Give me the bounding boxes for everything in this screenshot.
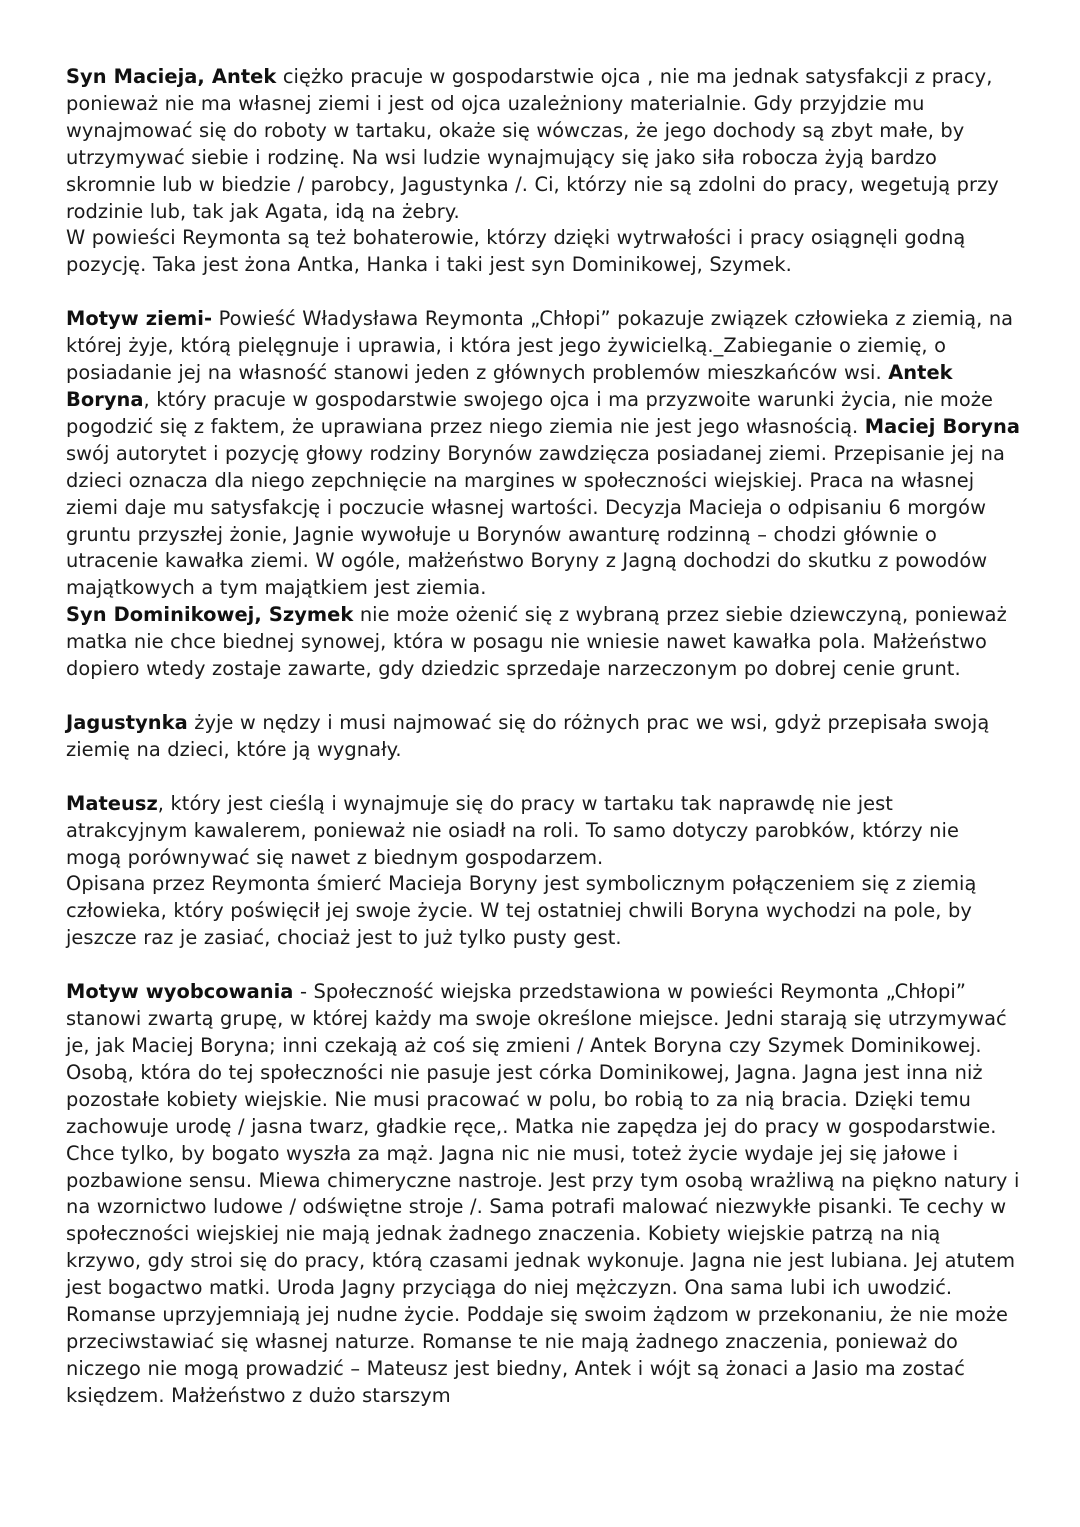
paragraph-text: - Społeczność wiejska przedstawiona w powieści Reymonta „Chłopi” stanowi zwartą grupę, w której każdy ma swoje określone miejsce. Jedni starają się utrzymywać je, jak Maciej Boryna; inni czekają aż coś się zmieni / Antek Boryna czy Szymek Dominikowej. Osobą, która do tej społeczności nie pasuje jest córka Dominikowej, Jagna. Jagna jest inna niż pozostałe kobiety wiejskie. Nie musi pracować w polu, bo robią to za nią bracia. Dzięki temu zachowuje urodę / jasna twarz, gładkie ręce,. Matka nie zapędza jej do pracy w gospodarstwie. Chce tylko, by bogato wyszła za mąż. Jagna nic nie musi, toteż życie wydaje jej się jałowe i pozbawione sensu. Miewa chimeryczne nastroje. Jest przy tym osobą wrażliwą na piękno natury i na wzornictwo ludowe / odświętne stroje /. Sama potrafi malować niezwykłe pisanki. Te cechy w społeczności wiejskiej nie mają jednak żadnego znaczenia. Kobiety wiejskie patrzą na nią krzywo, gdy stroi się do pracy, którą czasami jednak wykonuje. Jagna nie jest lubiana. Jej atutem jest bogactwo matki. Uroda Jagny przyciąga do niej mężczyzn. Ona sama lubi ich uwodzić. Romanse uprzyjemniają jej nudne życie. Poddaje się swoim żądzom w przekonaniu, że nie może przeciwstawiać się własnej naturze. Romanse te nie mają żadnego znaczenia, ponieważ do niczego nie mogą prowadzić – Mateusz jest biedny, Antek i wójt są żonaci a Jasio ma zostać księdzem. Małżeństwo z dużo starszym bbox=[66, 980, 1020, 1407]
paragraph-mateusz bbox=[66, 791, 1020, 872]
paragraph-szymek bbox=[66, 602, 1020, 683]
paragraph-text: , który pracuje w gospodarstwie swojego ojca i ma przyzwoite warunki życia, nie może pogodzić się z faktem, że uprawiana przez niego ziemia nie jest jego własnością. bbox=[66, 387, 993, 438]
bold-name: Antek Boryna bbox=[66, 361, 953, 411]
bold-lead: Syn Dominikowej, Szymek bbox=[66, 603, 354, 627]
paragraph-text: nie może ożenić się z wybraną przez siebie dziewczyną, ponieważ matka nie chce biednej synowej, która w posagu nie wniesie nawet kawałka pola. Małżeństwo dopiero wtedy zostaje zawarte, gdy dziedzic sprzedaje narzeczonym po dobrej cenie grunt. bbox=[66, 603, 1007, 681]
paragraph-antek-work bbox=[66, 64, 1020, 225]
bold-lead: Mateusz bbox=[66, 791, 158, 815]
paragraph-jagustynka bbox=[66, 710, 1020, 764]
section-heading: Motyw wyobcowania bbox=[66, 980, 294, 1004]
paragraph-gap bbox=[66, 279, 1020, 306]
paragraph-text: swój autorytet i pozycję głowy rodziny Borynów zawdzięcza posiadanej ziemi. Przepisanie jej na dzieci oznacza dla niego zepchnięcie na margines w społeczności wiejskiej. Praca na własnej ziemi daje mu satysfakcję i poczucie własnej wartości. Decyzja Macieja o odpisaniu 6 morgów gruntu przyszłej żonie, Jagnie wywołuje u Borynów awanturę rodzinną – chodzi głównie o utracenie kawałka ziemi. W ogóle, małżeństwo Boryny z Jagną dochodzi do skutku z powodów majątkowych a tym majątkiem jest ziemia. bbox=[66, 441, 1005, 600]
paragraph-gap bbox=[66, 952, 1020, 979]
paragraph-gap bbox=[66, 683, 1020, 710]
paragraph-motyw-ziemi bbox=[66, 306, 1020, 602]
bold-lead: Jagustynka bbox=[66, 710, 188, 734]
section-heading: Motyw ziemi- bbox=[66, 307, 213, 331]
paragraph-text: ciężko pracuje w gospodarstwie ojca , nie ma jednak satysfakcji z pracy, ponieważ nie ma własnej ziemi i jest od ojca uzależniony materialnie. Gdy przyjdzie mu wynajmować się do roboty w tartaku, okaże się wówczas, że jego dochody są zbyt małe, by utrzymywać siebie i rodzinę. Na wsi ludzie wynajmujący się jako siła robocza żyją bardzo skromnie lub w biedzie / parobcy, Jagustynka /. Ci, którzy nie są zdolni do pracy, wegetują przy rodzinie lub, tak jak Agata, idą na żebry. bbox=[66, 65, 999, 223]
paragraph-heroes bbox=[66, 225, 1020, 279]
paragraph-text: Powieść Władysława Reymonta „Chłopi” pokazuje związek człowieka z ziemią, na której żyje, którą pielęgnuje i uprawia, i która jest jego żywicielką._Zabieganie o ziemię, o posiadanie jej na własność stanowi jeden z głównych problemów mieszkańców wsi. bbox=[66, 307, 1014, 385]
paragraph-text: , który jest cieślą i wynajmuje się do pracy w tartaku tak naprawdę nie jest atrakcyjnym kawalerem, ponieważ nie osiadł na roli. To samo dotyczy parobków, którzy nie mogą porównywać się nawet z biednym gospodarzem. bbox=[66, 791, 959, 869]
paragraph-gap bbox=[66, 764, 1020, 791]
bold-lead: Syn Macieja, Antek bbox=[66, 65, 277, 88]
bold-name: Maciej Boryna bbox=[864, 414, 1020, 438]
paragraph-smierc-boryny bbox=[66, 871, 1020, 952]
paragraph-text: W powieści Reymonta są też bohaterowie, którzy dzięki wytrwałości i pracy osiągnęli godną pozycję. Taka jest żona Antka, Hanka i taki jest syn Dominikowej, Szymek. bbox=[66, 226, 966, 277]
paragraph-motyw-wyobcowania bbox=[66, 979, 1020, 1410]
paragraph-text: żyje w nędzy i musi najmować się do różnych prac we wsi, gdyż przepisała swoją ziemię na dzieci, które ją wygnały. bbox=[66, 710, 990, 761]
paragraph-text: Opisana przez Reymonta śmierć Macieja Boryny jest symbolicznym połączeniem się z ziemią człowieka, który poświęcił jej swoje życie. W tej ostatniej chwili Boryna wychodzi na pole, by jeszcze raz je zasiać, chociaż jest to już tylko pusty gest. bbox=[66, 872, 977, 950]
